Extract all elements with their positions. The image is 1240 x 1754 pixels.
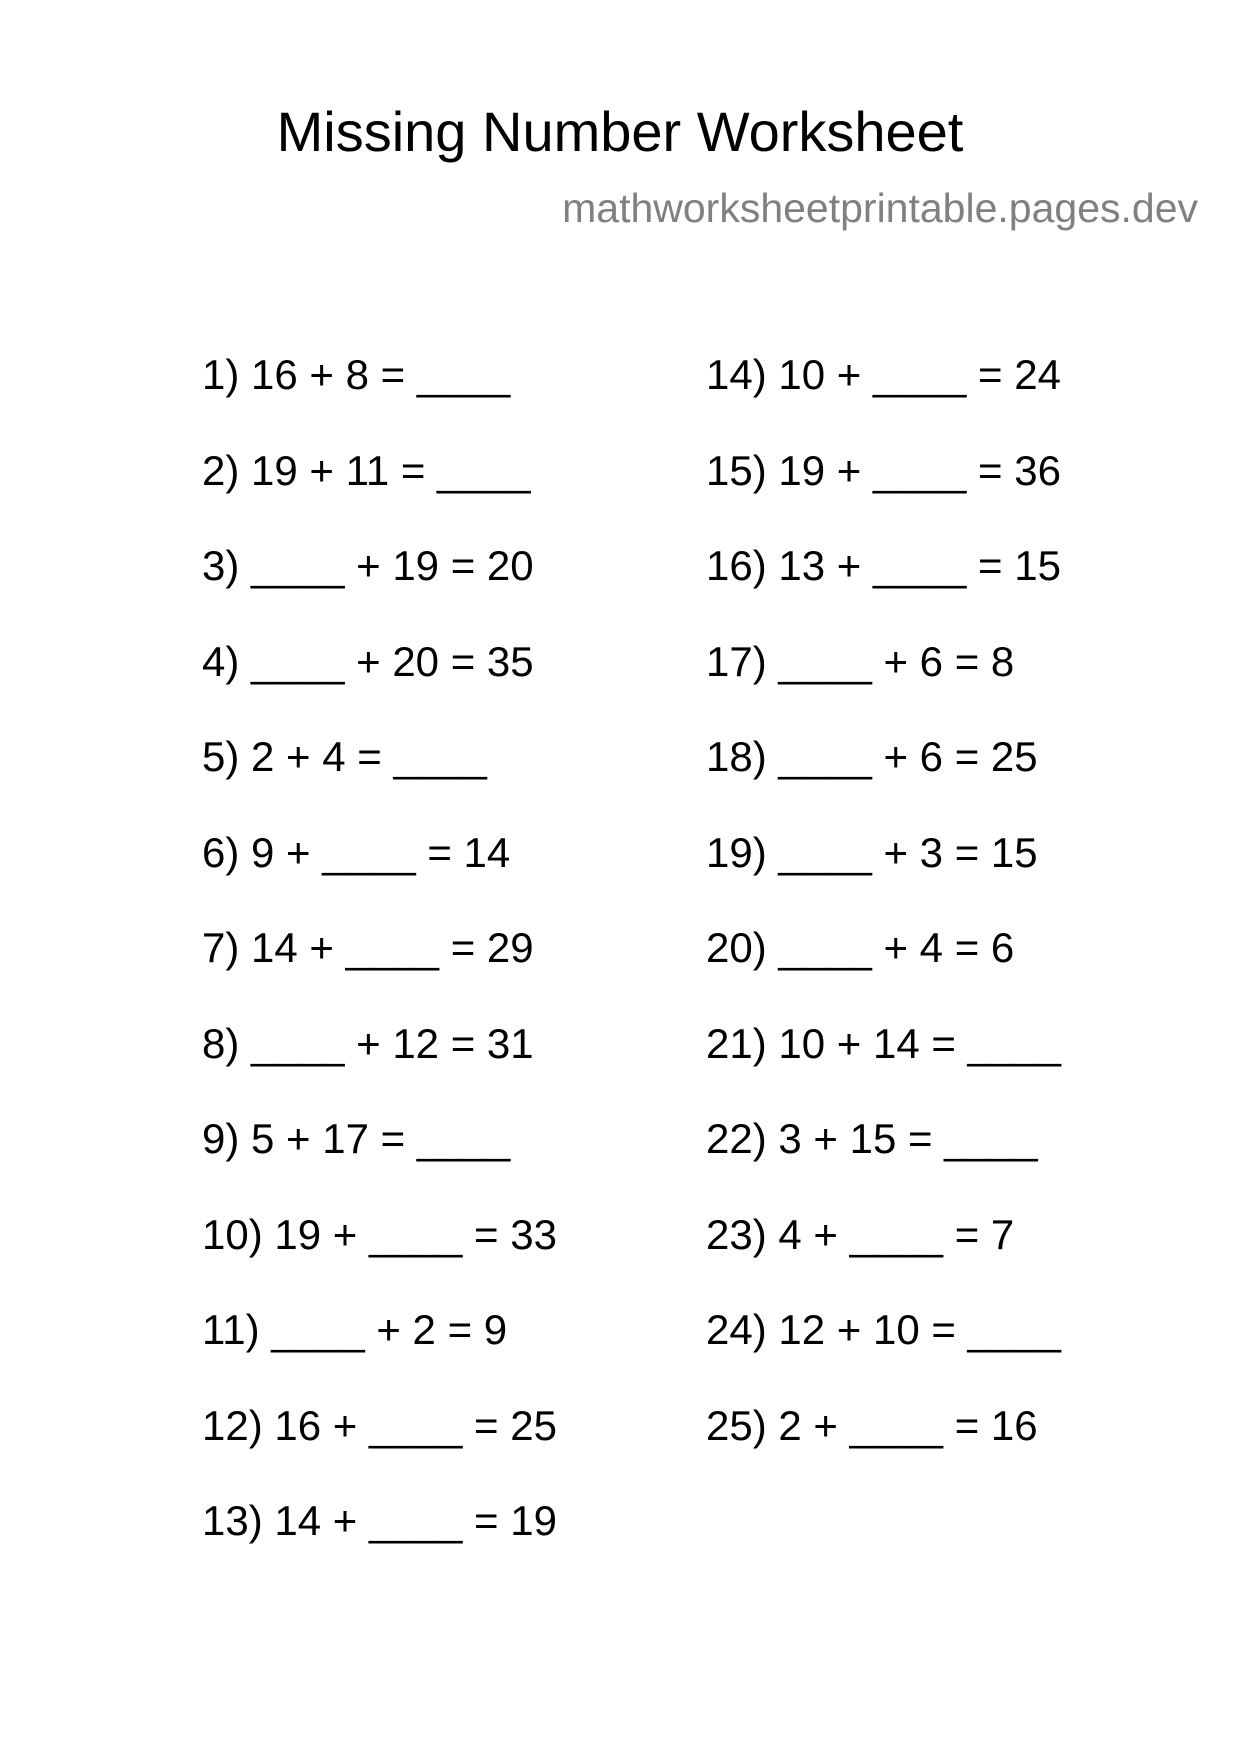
- problem-list: [0, 350, 1240, 1550]
- problem-4: 4) ____ + 20 = 35: [202, 637, 534, 685]
- problem-20: 20) ____ + 4 = 6: [706, 924, 1015, 971]
- problem-17: 17) ____ + 6 = 8: [706, 637, 1015, 685]
- problem-14: 14) 10 + ____ = 24: [706, 351, 1061, 398]
- problem-column-right: [706, 350, 1061, 1496]
- problem-21: 21) 10 + 14 = ____: [706, 1019, 1061, 1067]
- problem-12: 12) 16 + ____ = 25: [202, 1401, 557, 1449]
- problem-8: 8) ____ + 12 = 31: [202, 1019, 534, 1067]
- problem-22: 22) 3 + 15 = ____: [706, 1115, 1038, 1162]
- worksheet-title: Missing Number Worksheet: [276, 100, 964, 163]
- problem-9: 9) 5 + 17 = ____: [202, 1115, 511, 1162]
- problem-15: 15) 19 + ____ = 36: [706, 446, 1061, 494]
- problem-16: 16) 13 + ____ = 15: [706, 542, 1061, 589]
- problem-7: 7) 14 + ____ = 29: [202, 924, 534, 971]
- problem-11: 11) ____ + 2 = 9: [202, 1306, 508, 1353]
- problem-13: 13) 14 + ____ = 19: [202, 1497, 557, 1544]
- problem-5: 5) 2 + 4 = ____: [202, 733, 487, 780]
- problem-23: 23) 4 + ____ = 7: [706, 1210, 1015, 1258]
- problem-10: 10) 19 + ____ = 33: [202, 1210, 557, 1258]
- problem-25: 25) 2 + ____ = 16: [706, 1401, 1038, 1449]
- problem-19: 19) ____ + 3 = 15: [706, 828, 1038, 876]
- problem-2: 2) 19 + 11 = ____: [202, 446, 531, 494]
- problem-6: 6) 9 + ____ = 14: [202, 828, 511, 876]
- problem-3: 3) ____ + 19 = 20: [202, 542, 534, 589]
- website-url: mathworksheetprintable.pages.dev: [562, 185, 1198, 231]
- problem-1: 1) 16 + 8 = ____: [202, 351, 511, 398]
- problem-24: 24) 12 + 10 = ____: [706, 1306, 1061, 1353]
- problem-column-left: [202, 350, 557, 1592]
- problem-18: 18) ____ + 6 = 25: [706, 733, 1038, 780]
